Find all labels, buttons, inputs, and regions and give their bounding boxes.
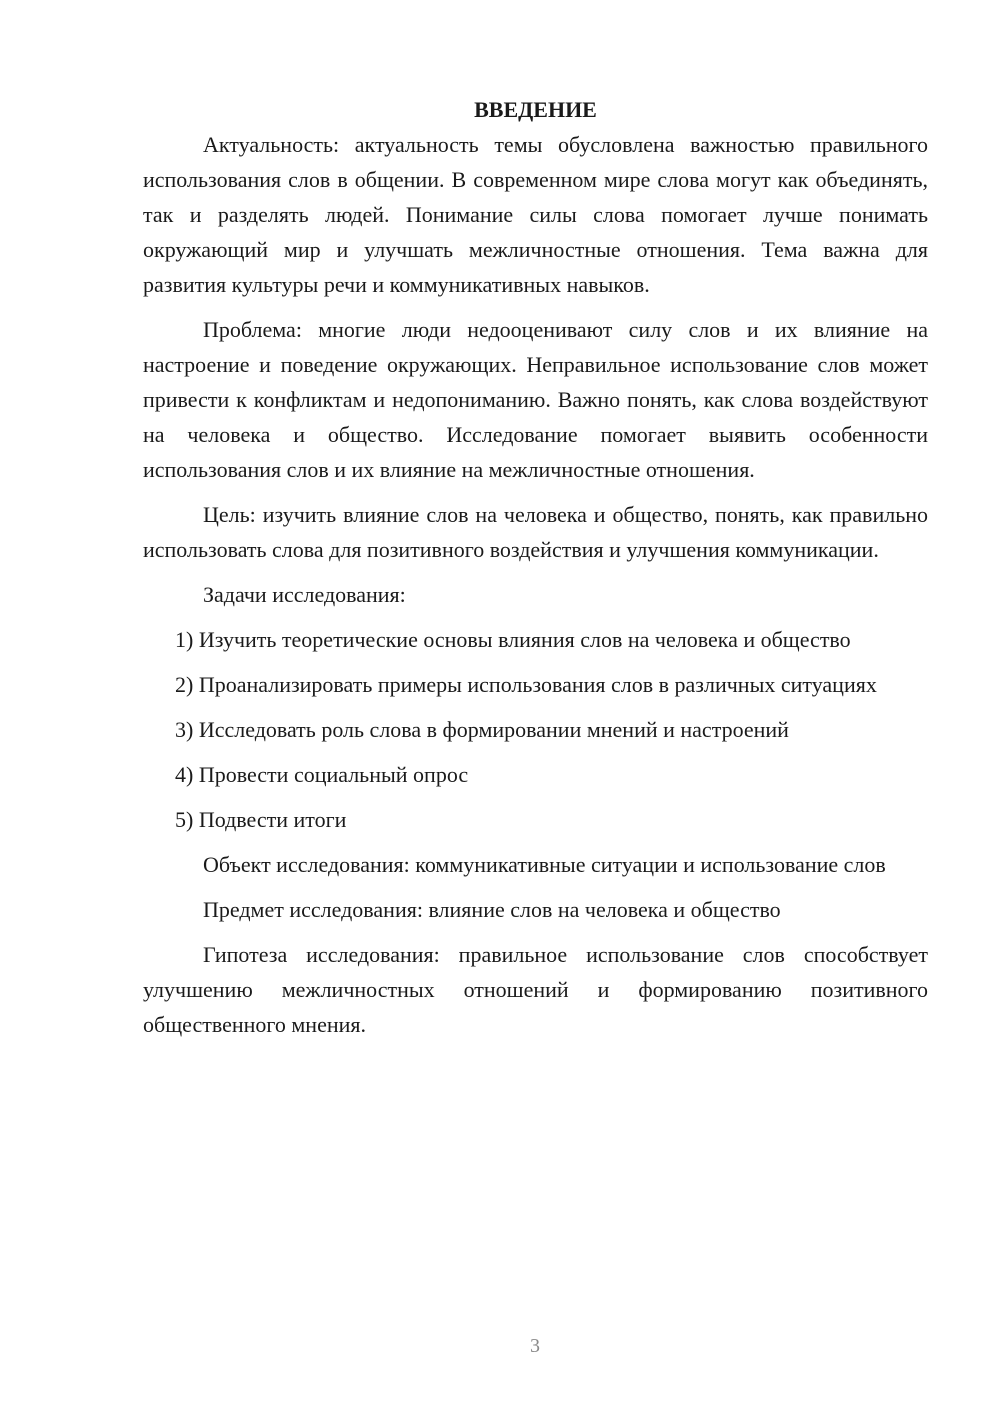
task-item: 1) Изучить теоретические основы влияния слов на человека и общество xyxy=(175,627,851,652)
paragraph-subject: Предмет исследования: влияние слов на человека и общество xyxy=(203,897,781,922)
paragraph-problem: Проблема: многие люди недооценивают силу слов и их влияние на настроение и поведение окружающих. Неправильное использование слов может привести к конфликтам и недопониманию. Важно понять, как слова воздействуют на человека и общество. Исследование помогает выявить особенности использования слов и их влияние на межличностные отношения. xyxy=(143,317,928,482)
task-item: 4) Провести социальный опрос xyxy=(175,762,469,787)
task-item: 2) Проанализировать примеры использования слов в различных ситуациях xyxy=(175,672,877,697)
page-number: 3 xyxy=(530,1335,540,1357)
paragraph-hypothesis: Гипотеза исследования: правильное использование слов способствует улучшению межличностных отношений и формированию позитивного общественного мнения. xyxy=(143,942,928,1037)
task-item: 5) Подвести итоги xyxy=(175,807,347,832)
task-item: 3) Исследовать роль слова в формировании мнений и настроений xyxy=(175,717,789,742)
paragraph-object: Объект исследования: коммуникативные ситуации и использование слов xyxy=(203,852,886,877)
paragraph-goal: Цель: изучить влияние слов на человека и общество, понять, как правильно использовать слова для позитивного воздействия и улучшения коммуникации. xyxy=(143,502,928,562)
paragraph-relevance: Актуальность: актуальность темы обусловлена важностью правильного использования слов в общении. В современном мире слова могут как объединять, так и разделять людей. Понимание силы слова помогает лучше понимать окружающий мир и улучшать межличностные отношения. Тема важна для развития культуры речи и коммуникативных навыков. xyxy=(143,132,928,297)
page-content xyxy=(143,92,928,1042)
page-title: ВВЕДЕНИЕ xyxy=(474,97,597,122)
tasks-heading: Задачи исследования: xyxy=(203,582,406,607)
